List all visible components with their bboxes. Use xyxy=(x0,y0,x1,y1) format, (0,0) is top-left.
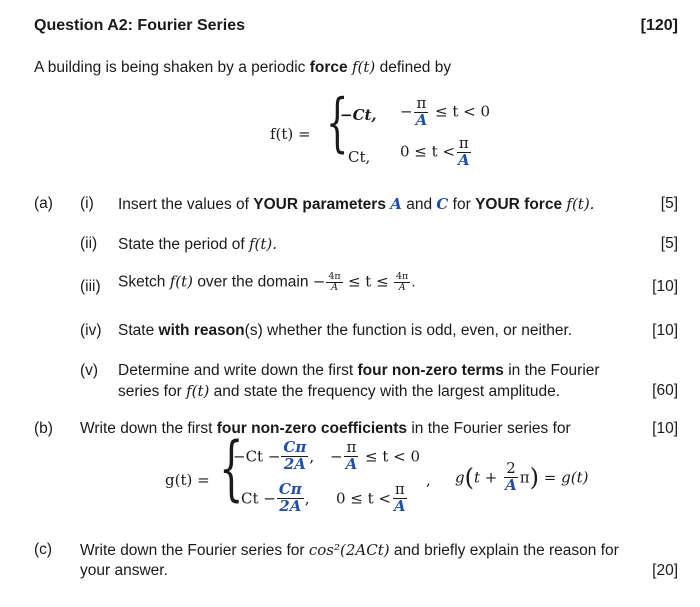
part-a-ii-t1: State the period of xyxy=(118,236,245,253)
f-case2-frac xyxy=(456,136,472,169)
part-a-iv-t2: (s) whether the function is odd, even, or neither. xyxy=(244,322,573,339)
g-case2-expr xyxy=(241,482,310,515)
part-c-line1-post: and briefly explain the reason for xyxy=(393,542,619,559)
g-case2-frac xyxy=(277,482,304,515)
part-a-ii-t2: f(t). xyxy=(248,235,278,253)
f-case2-cond xyxy=(400,136,473,169)
part-a-iii-t3: over the domain xyxy=(197,273,309,291)
g-brace: { xyxy=(219,427,244,509)
g-periodicity xyxy=(455,461,588,494)
g-case2-frac-den: 2A xyxy=(279,496,302,515)
part-b-t2: in the Fourier series for xyxy=(411,420,571,437)
f-case1-frac-num: π xyxy=(416,94,427,112)
part-c-line1-pre: Write down the Fourier series for xyxy=(80,542,305,559)
g-case1-cond-post: ≤ t < 0 xyxy=(365,447,421,466)
g-case2-cond xyxy=(336,482,409,515)
part-a-i-t2: for xyxy=(452,196,471,213)
part-c-marks: [20] xyxy=(652,562,678,579)
part-a-v-line2 xyxy=(118,382,560,401)
part-a-i-marks: [5] xyxy=(660,195,678,212)
f-case1-cond-pre: − xyxy=(400,102,413,121)
part-a-v-line1-post: in the Fourier xyxy=(508,362,600,379)
part-a-i-t3: f(t). xyxy=(566,195,595,213)
f-brace: { xyxy=(326,86,349,160)
part-b-t1: Write down the first xyxy=(80,420,213,437)
intro-line xyxy=(34,58,451,77)
f-case1-expr xyxy=(340,106,377,124)
intro-func: f(t) xyxy=(351,58,376,76)
g-lhs: g(t) = xyxy=(165,471,210,489)
g-case1-frac-num: Cπ xyxy=(283,438,307,456)
g-periodic-frac-den: A xyxy=(505,475,517,494)
g-case1-expr xyxy=(233,440,314,473)
part-a-iii-t1: Sketch xyxy=(118,273,166,291)
part-a-v-line1-pre: Determine and write down the first xyxy=(118,362,354,379)
part-a-iv-text xyxy=(118,322,572,340)
part-a-i-t1: Insert the values of xyxy=(118,196,249,213)
g-periodic-post: = g(t) xyxy=(543,468,589,487)
part-a-v-line1-bold: four non-zero terms xyxy=(357,362,504,379)
g-periodic-close: ) xyxy=(529,463,540,492)
part-a-ii-text xyxy=(118,235,277,254)
part-a-ii-marks: [5] xyxy=(660,235,678,252)
g-case1-cond-pre: − xyxy=(330,447,343,466)
part-a-iii-frac2 xyxy=(394,272,410,293)
part-a-i-and: and xyxy=(406,196,433,213)
part-a-iii-frac2-den: A xyxy=(398,281,406,293)
g-case1-cond-frac xyxy=(344,440,360,473)
intro-force: force xyxy=(309,59,348,76)
part-b-b1: four non-zero coefficients xyxy=(216,420,408,437)
part-c-line2: your answer. xyxy=(80,562,168,579)
part-a-label: (a) xyxy=(34,195,53,212)
part-a-i-b1: YOUR parameters xyxy=(253,196,386,213)
f-case2-cond-pre: 0 ≤ t < xyxy=(400,142,456,161)
g-periodic-t: t + xyxy=(473,468,498,487)
g-case2-cond-pre: 0 ≤ t < xyxy=(336,489,392,508)
part-a-iii-pre: − xyxy=(312,272,326,291)
g-periodic-open: ( xyxy=(464,463,474,492)
part-a-v-line2-post: and state the frequency with the largest amplitude. xyxy=(213,383,561,400)
g-periodic-pre: g xyxy=(455,468,465,487)
part-c-line1-math: cos²(2ACt) xyxy=(308,541,390,559)
g-periodic-pi: π xyxy=(519,468,530,487)
g-case1-comma: , xyxy=(309,447,315,466)
part-b-marks: [10] xyxy=(652,420,678,437)
part-a-iii-end: . xyxy=(411,273,416,291)
g-case2-frac-num: Cπ xyxy=(278,480,302,498)
f-case1-expr-text: −Ct, xyxy=(340,106,377,124)
part-a-iv-t1: State xyxy=(118,322,155,339)
question-title: Question A2: Fourier Series xyxy=(34,17,246,34)
part-a-i-b2: YOUR force xyxy=(475,196,563,213)
part-a-iii-frac1 xyxy=(326,272,342,293)
part-a-iii-marks: [10] xyxy=(652,278,678,295)
part-a-iv-marks: [10] xyxy=(652,322,678,339)
part-a-iii-t2: f(t) xyxy=(169,272,193,291)
part-c-label: (c) xyxy=(34,541,53,558)
part-a-v-line2-pre: series for xyxy=(118,383,182,400)
g-case1-frac-den: 2A xyxy=(283,454,306,473)
g-case2-comma: , xyxy=(304,489,310,508)
g-case1-cond-frac-den: A xyxy=(345,454,358,473)
g-trailing-comma: , xyxy=(426,471,431,489)
f-case2-expr-text: Ct, xyxy=(348,148,371,166)
part-a-iii-text xyxy=(118,272,416,293)
part-c-line1 xyxy=(80,541,619,560)
part-b-text xyxy=(80,420,571,438)
g-case2-expr-text: Ct − xyxy=(241,489,276,508)
f-case2-expr xyxy=(348,148,370,166)
part-a-v-line2-func: f(t) xyxy=(186,382,210,400)
part-b-label: (b) xyxy=(34,420,53,437)
g-case2-cond-frac-num: π xyxy=(394,480,405,498)
f-case1-frac xyxy=(414,96,430,129)
g-periodic-frac-num: 2 xyxy=(506,459,516,477)
g-case1-cond-frac-num: π xyxy=(346,438,357,456)
part-a-v-marks: [60] xyxy=(652,382,678,399)
g-case2-cond-frac-den: A xyxy=(394,496,406,515)
param-C: C xyxy=(436,195,449,213)
part-a-iv-num: (iv) xyxy=(80,322,102,339)
g-case1-expr-text: −Ct − xyxy=(233,447,281,466)
g-case1-frac xyxy=(281,440,308,473)
part-a-i-num: (i) xyxy=(80,195,94,212)
g-periodic-frac xyxy=(503,461,519,494)
part-a-ii-num: (ii) xyxy=(80,235,98,252)
total-marks: [120] xyxy=(640,17,678,34)
f-case2-frac-num: π xyxy=(458,134,469,152)
part-a-iii-frac1-num: 4π xyxy=(328,271,341,282)
part-a-v-line1 xyxy=(118,362,600,380)
f-case1-cond xyxy=(400,96,490,129)
intro-text-post: defined by xyxy=(379,59,452,76)
f-case2-frac-den: A xyxy=(458,150,470,169)
g-case1-cond xyxy=(330,440,420,473)
part-a-iv-b1: with reason xyxy=(158,322,245,339)
intro-text-pre: A building is being shaken by a periodic xyxy=(34,59,306,76)
param-A: A xyxy=(390,195,402,213)
part-a-iii-mid: ≤ t ≤ xyxy=(347,272,389,291)
f-case1-cond-post: ≤ t < 0 xyxy=(435,102,491,121)
f-lhs: f(t) = xyxy=(270,125,311,143)
part-a-iii-frac2-num: 4π xyxy=(395,271,409,282)
part-a-i-text xyxy=(118,195,594,214)
part-a-v-num: (v) xyxy=(80,362,99,379)
f-case1-frac-den: A xyxy=(415,110,428,129)
g-case2-cond-frac xyxy=(392,482,408,515)
part-a-iii-num: (iii) xyxy=(80,278,101,295)
part-a-iii-frac1-den: A xyxy=(331,281,338,293)
